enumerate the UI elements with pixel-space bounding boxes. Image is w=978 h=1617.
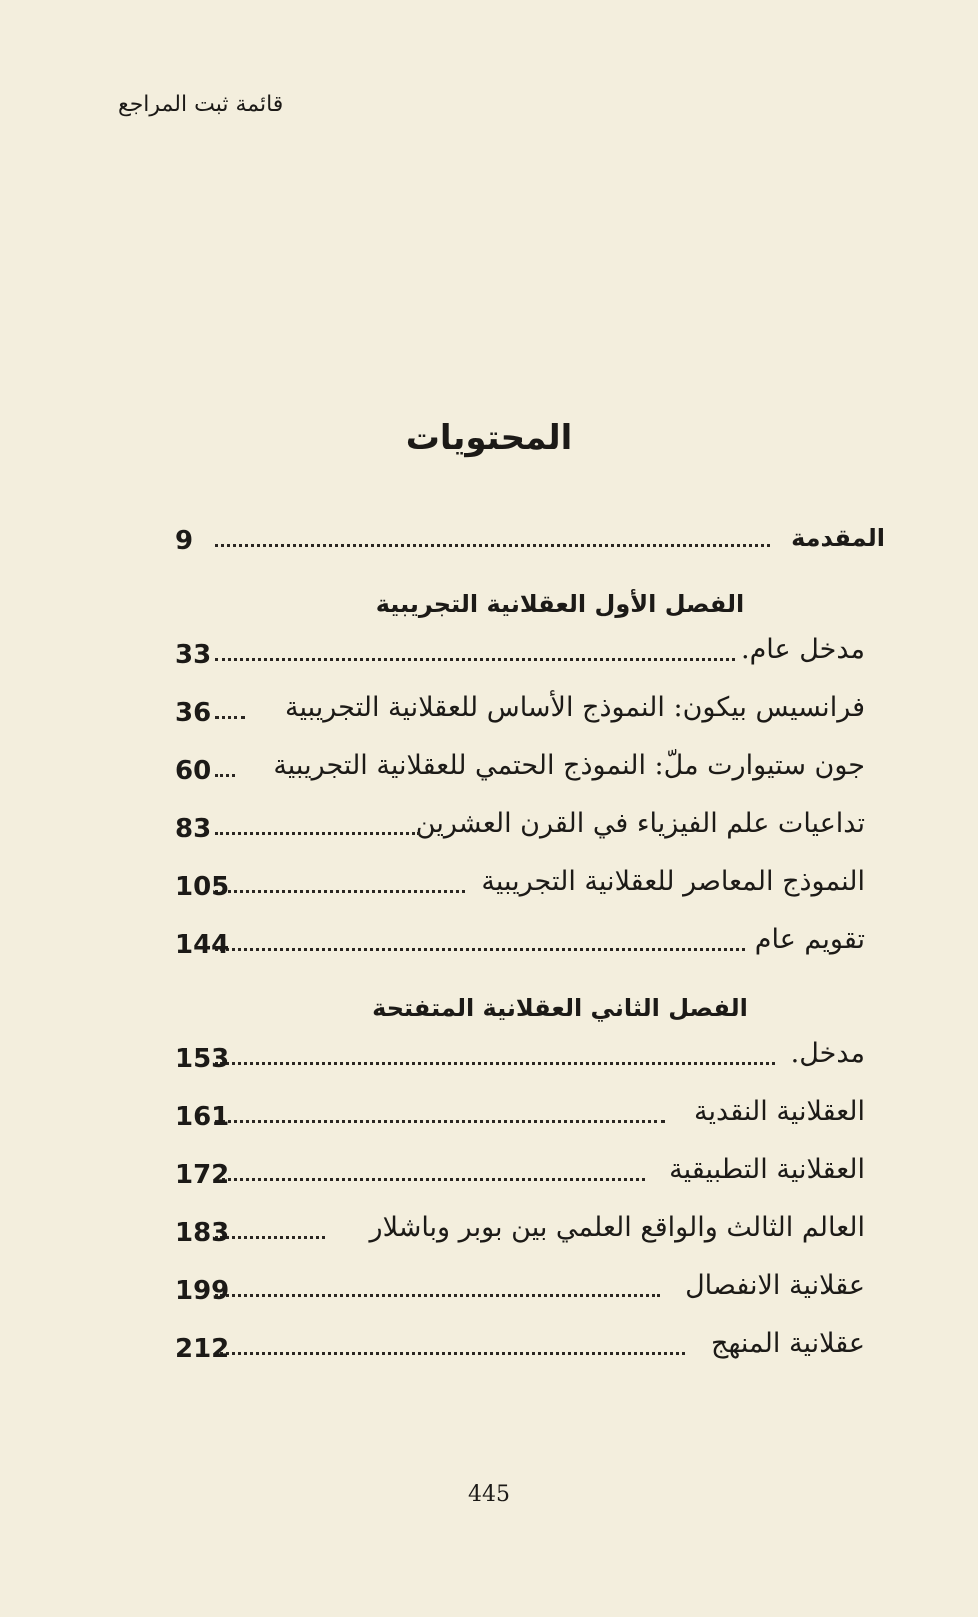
leader-dots — [215, 890, 465, 893]
toc-entry — [175, 1212, 885, 1270]
toc-entry-label: مدخل. — [790, 1038, 865, 1069]
toc-entry — [175, 924, 885, 982]
leader-dots — [215, 832, 420, 835]
toc-entry — [175, 1096, 885, 1154]
toc-entry-label: فرانسيس بيكون: النموذج الأساس للعقلانية التجريبية — [284, 692, 865, 723]
running-header: قائمة ثبت المراجع — [118, 92, 284, 117]
toc-entry — [175, 692, 885, 750]
leader-dots — [215, 1120, 665, 1123]
toc-entry-page: 161 — [175, 1102, 230, 1132]
toc-entry-page: 60 — [175, 756, 212, 786]
toc-entry-label: عقلانية الانفصال — [685, 1270, 865, 1301]
toc-entry-label: تداعيات علم الفيزياء في القرن العشرين — [415, 808, 865, 839]
toc-entry-page: 153 — [175, 1044, 230, 1074]
toc-entry-label: تقويم عام — [754, 924, 865, 955]
toc-entry — [175, 1328, 885, 1386]
toc-entry-page: 33 — [175, 640, 212, 670]
toc-entry-page: 183 — [175, 1218, 230, 1248]
toc-entry-label: عقلانية المنهج — [711, 1328, 865, 1359]
leader-dots — [215, 1236, 325, 1239]
page-number: 445 — [468, 1482, 510, 1507]
toc-entry-page: 9 — [175, 526, 194, 556]
toc-entry-label: مدخل عام. — [741, 634, 865, 665]
toc-entry-label: المقدمة — [791, 524, 885, 552]
leader-dots — [215, 774, 235, 777]
toc-entry-label: جون ستيوارت ملّ: النموذج الحتمي للعقلانية التجريبية — [273, 750, 865, 781]
toc-entry-label: العقلانية النقدية — [694, 1096, 865, 1127]
toc-entry-intro — [175, 520, 885, 578]
toc-entry — [175, 866, 885, 924]
chapter-heading-1: الفصل الأول العقلانية التجريبية — [375, 590, 745, 618]
toc-entry — [175, 1154, 885, 1212]
page-title: المحتويات — [405, 418, 573, 458]
toc-entry-label: العقلانية التطبيقية — [669, 1154, 865, 1185]
leader-dots — [215, 1294, 660, 1297]
leader-dots — [215, 1178, 645, 1181]
toc-entry — [175, 1038, 885, 1096]
leader-dots — [215, 948, 745, 951]
toc-entry-page: 83 — [175, 814, 212, 844]
toc-entry-page: 199 — [175, 1276, 230, 1306]
toc-entry — [175, 750, 885, 808]
table-of-contents — [175, 520, 885, 1386]
leader-dots — [215, 1062, 775, 1065]
toc-entry-page: 212 — [175, 1334, 230, 1364]
toc-entry-page: 36 — [175, 698, 212, 728]
toc-entry-label: النموذج المعاصر للعقلانية التجريبية — [481, 866, 865, 897]
leader-dots — [215, 1352, 685, 1355]
chapter-heading-2: الفصل الثاني العقلانية المتفتحة — [372, 994, 748, 1022]
leader-dots — [215, 658, 735, 661]
leader-dots — [215, 544, 770, 547]
toc-entry — [175, 634, 885, 692]
toc-entry — [175, 1270, 885, 1328]
toc-entry-page: 144 — [175, 930, 230, 960]
toc-entry-page: 172 — [175, 1160, 230, 1190]
toc-entry-label: العالم الثالث والواقع العلمي بين بوبر وباشلار — [369, 1212, 865, 1243]
toc-entry-page: 105 — [175, 872, 230, 902]
toc-entry — [175, 808, 885, 866]
leader-dots — [215, 716, 245, 719]
